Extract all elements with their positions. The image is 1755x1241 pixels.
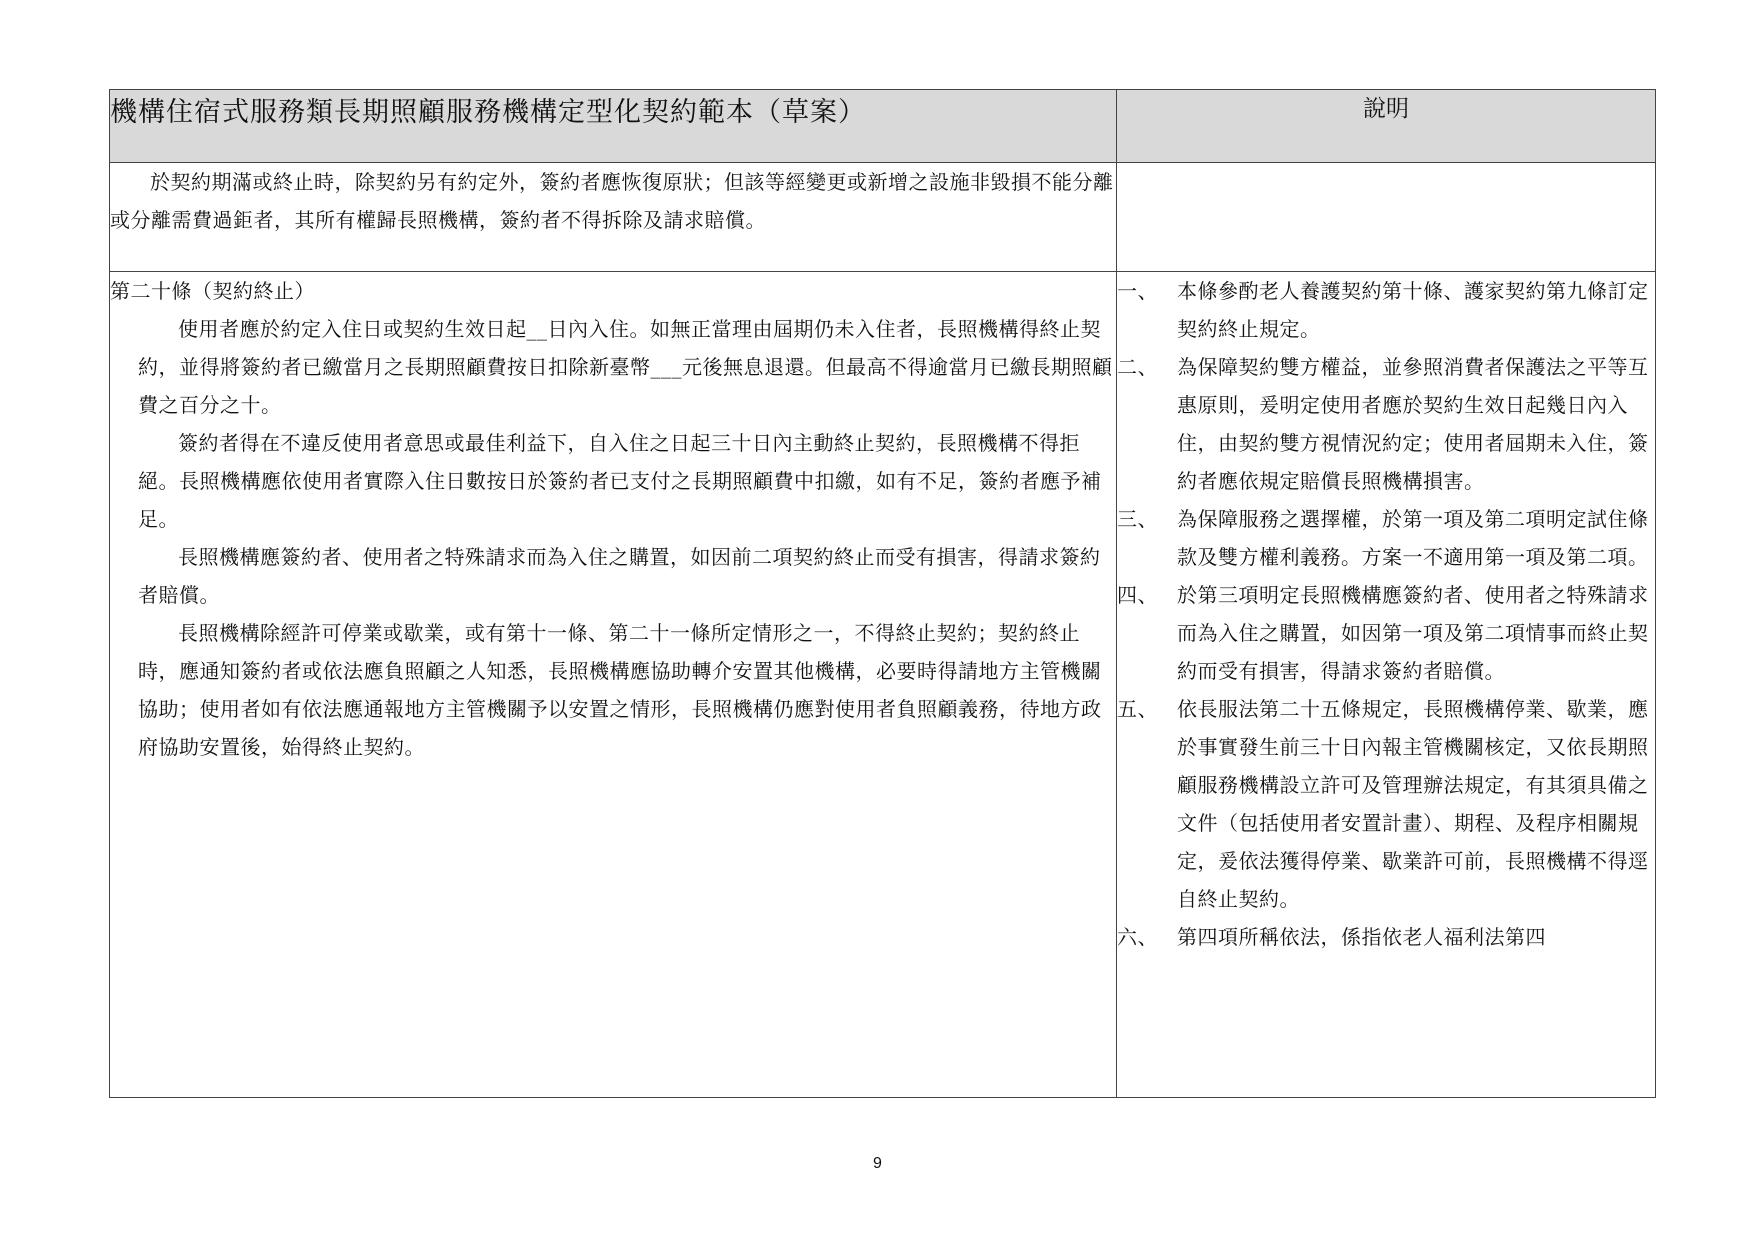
note-text: 本條參酌老人養護契約第十條、護家契約第九條訂定契約終止規定。 (1177, 279, 1649, 341)
note-text: 為保障服務之選擇權，於第一項及第二項明定試住條款及雙方權利義務。方案一不適用第一項及第二項。 (1177, 507, 1649, 569)
note-text: 於第三項明定長照機構應簽約者、使用者之特殊請求而為入住之購置，如因第一項及第二項情事而終止契約而受有損害，得請求簽約者賠償。 (1177, 583, 1649, 683)
note-number: 六、 (1117, 925, 1158, 949)
page-number: 9 (873, 1155, 882, 1172)
note-item-2 (1117, 348, 1655, 500)
note-item-6 (1117, 918, 1655, 956)
continuation-row (110, 163, 1656, 272)
note-number: 三、 (1117, 507, 1158, 531)
note-number: 五、 (1117, 697, 1158, 721)
note-item-5 (1117, 690, 1655, 918)
article-paragraph-3: 長照機構應簽約者、使用者之特殊請求而為入住之購置，如因前二項契約終止而受有損害，得請求簽約者賠償。 (138, 545, 1101, 607)
note-number: 四、 (1117, 583, 1158, 607)
article-paragraph-1: 使用者應於約定入住日或契約生效日起__日內入住。如無正當理由屆期仍未入住者，長照機構得終止契約，並得將簽約者已繳當月之長期照顧費按日扣除新臺幣___元後無息退還。但最高不得逾當月已繳長期照顧費之百分之十。 (138, 317, 1113, 417)
note-item-1 (1117, 272, 1655, 348)
note-item-4 (1117, 576, 1655, 690)
explanation-cell (1117, 272, 1656, 1098)
article-row (110, 272, 1656, 1098)
contract-title-header: 機構住宿式服務類長期照顧服務機構定型化契約範本（草案） (110, 90, 1117, 163)
note-text: 第四項所稱依法，係指依老人福利法第四 (1177, 925, 1546, 949)
article-title: 第二十條（契約終止） (110, 279, 315, 303)
note-text: 依長服法第二十五條規定，長照機構停業、歇業，應於事實發生前三十日內報主管機關核定，又依長期照顧服務機構設立許可及管理辦法規定，有其須具備之文件（包括使用者安置計畫）、期程、及程序相關規定，爰依法獲得停業、歇業許可前，長照機構不得逕自終止契約。 (1177, 697, 1649, 911)
contract-comparison-table (109, 89, 1656, 1098)
continuation-cell (110, 163, 1117, 272)
note-text: 為保障契約雙方權益，並參照消費者保護法之平等互惠原則，爰明定使用者應於契約生效日起幾日內入住，由契約雙方視情況約定；使用者屆期未入住，簽約者應依規定賠償長照機構損害。 (1177, 355, 1649, 493)
note-number: 二、 (1117, 355, 1158, 379)
note-number: 一、 (1117, 279, 1158, 303)
continuation-notes-cell (1117, 163, 1656, 272)
article-cell (110, 272, 1117, 1098)
explanation-header: 說明 (1117, 90, 1656, 163)
table-header-row (110, 90, 1656, 163)
note-item-3 (1117, 500, 1655, 576)
continuation-paragraph: 於契約期滿或終止時，除契約另有約定外，簽約者應恢復原狀；但該等經變更或新增之設施非毀損不能分離或分離需費過鉅者，其所有權歸長照機構，簽約者不得拆除及請求賠償。 (110, 170, 1114, 232)
article-paragraph-2: 簽約者得在不違反使用者意思或最佳利益下，自入住之日起三十日內主動終止契約，長照機構不得拒絕。長照機構應依使用者實際入住日數按日於簽約者已支付之長期照顧費中扣繳，如有不足，簽約者應予補足。 (138, 431, 1102, 531)
article-paragraph-4: 長照機構除經許可停業或歇業，或有第十一條、第二十一條所定情形之一，不得終止契約；契約終止時，應通知簽約者或依法應負照顧之人知悉，長照機構應協助轉介安置其他機構，必要時得請地方主管機關協助；使用者如有依法應通報地方主管機關予以安置之情形，長照機構仍應對使用者負照顧義務，待地方政府協助安置後，始得終止契約。 (138, 621, 1102, 759)
